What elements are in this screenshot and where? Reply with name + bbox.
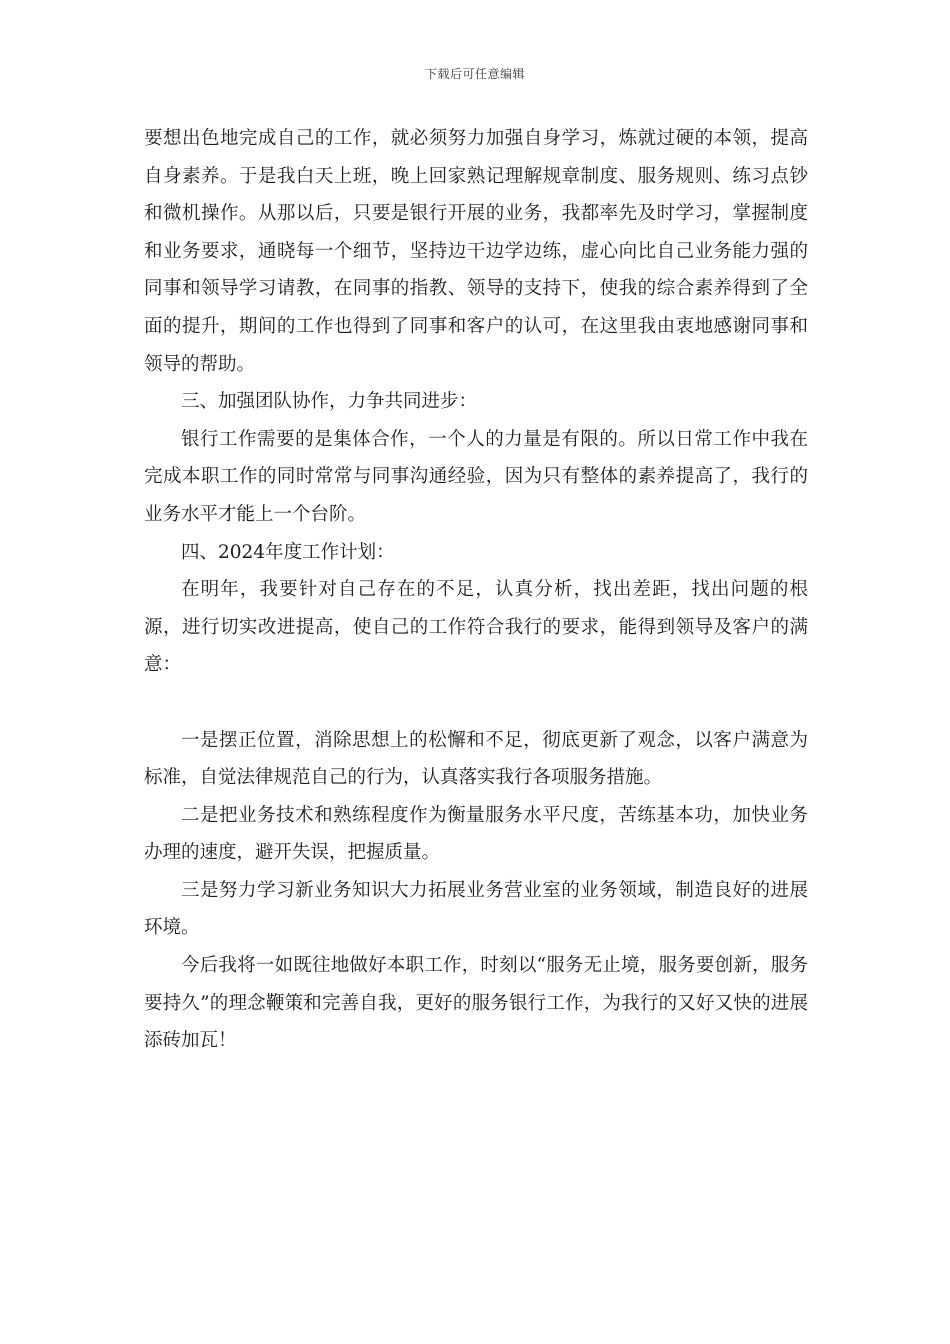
section-heading-teamwork: 三、加强团队协作，力争共同进步： xyxy=(181,391,478,413)
paragraph-self-study: 要想出色地完成自己的工作，就必须努力加强自身学习，炼就过硬的本领，提高自身素养。于是我白天上班，晚上回家熟记理解规章制度、服务规则、练习点钞和微机操作。从那以后，只要是银行开展的业务，我都率先及时学习，掌握制度和业务要求，通晓每一个细节，坚持边干边学边练，虚心向比自己业务能力强的同事和领导学习请教，在同事的指教、领导的支持下，使我的综合素养得到了全面的提升，期间的工作也得到了同事和客户的认可，在这里我由衷地感谢同事和领导的帮助。 xyxy=(144,128,808,375)
header-note: 下载后可任意编辑 xyxy=(424,67,525,81)
paragraph-teamwork: 银行工作需要的是集体合作，一个人的力量是有限的。所以日常工作中我在完成本职工作的同时常常与同事沟通经验，因为只有整体的素养提高了，我行的业务水平才能上一个台阶。 xyxy=(144,428,808,525)
plan-item-one: 一是摆正位置，消除思想上的松懈和不足，彻底更新了观念，以客户满意为标准，自觉法律规范自己的行为，认真落实我行各项服务措施。 xyxy=(144,729,808,789)
paragraph-closing: 今后我将一如既往地做好本职工作，时刻以“服务无止境，服务要创新，服务要持久”的理念鞭策和完善自我，更好的服务银行工作，为我行的又好又快的进展添砖加瓦！ xyxy=(144,955,808,1052)
document-body xyxy=(144,120,808,1060)
paragraph-plan-intro: 在明年，我要针对自己存在的不足，认真分析，找出差距，找出问题的根源，进行切实改进提高，使自己的工作符合我行的要求，能得到领导及客户的满意： xyxy=(144,579,808,676)
plan-item-two: 二是把业务技术和熟练程度作为衡量服务水平尺度，苦练基本功，加快业务办理的速度，避开失误，把握质量。 xyxy=(144,804,808,864)
plan-item-three: 三是努力学习新业务知识大力拓展业务营业室的业务领域，制造良好的进展环境。 xyxy=(144,879,808,939)
section-heading-plan: 四、2024年度工作计划： xyxy=(181,541,395,563)
